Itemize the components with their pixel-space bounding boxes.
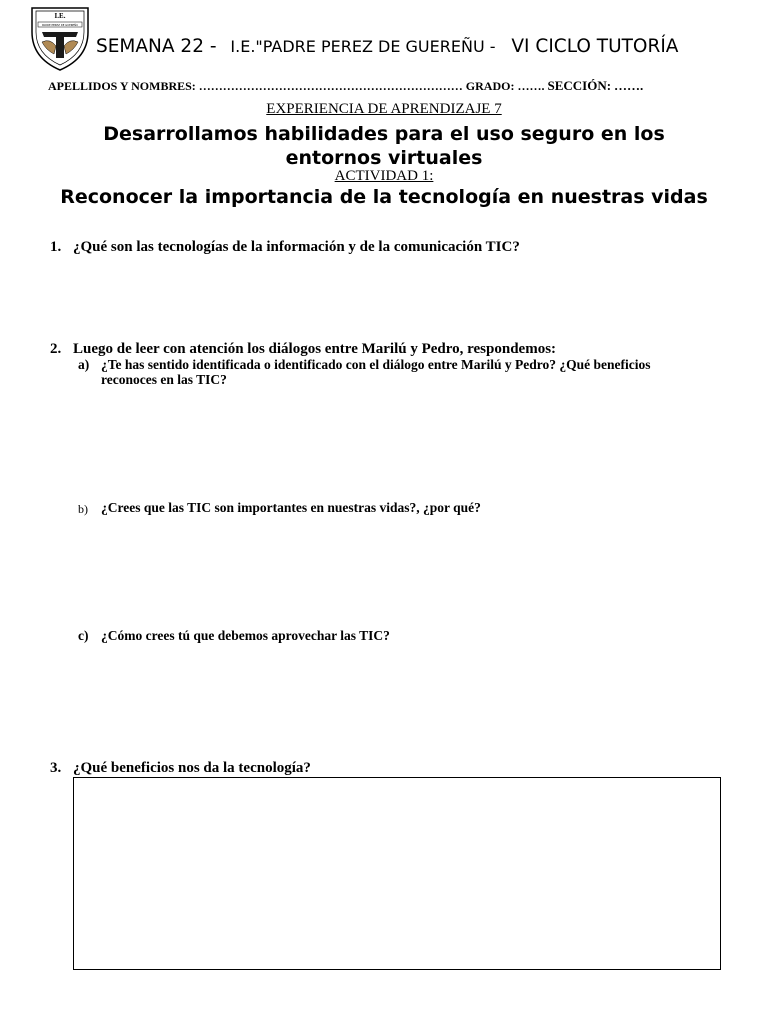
section-label: SECCIÓN: (547, 78, 612, 93)
header-line (96, 36, 678, 57)
question-text: ¿Qué son las tecnologías de la información y de la comunicación TIC? (73, 239, 520, 255)
week-label: SEMANA 22 - (96, 36, 217, 57)
activity-title: ACTIVIDAD 1: (334, 168, 434, 184)
main-title: Desarrollamos habilidades para el uso seguro en los entornos virtuales (103, 123, 665, 169)
cycle-label: VI CICLO TUTORÍA (511, 36, 679, 57)
section-fill-dots: ……. (614, 78, 644, 93)
question-number: 1. (50, 239, 62, 255)
student-info-line (48, 78, 643, 94)
names-label: APELLIDOS Y NOMBRES: (48, 79, 196, 93)
question-text: Luego de leer con atención los diálogos entre Marilú y Pedro, respondemos: (73, 341, 557, 357)
subquestion-text: ¿Crees que las TIC son importantes en nuestras vidas?, ¿por qué? (101, 500, 481, 515)
question-number: 3. (50, 760, 62, 776)
names-fill-dots: ………………………………………………………… (198, 79, 463, 93)
subquestion-label: c) (78, 628, 89, 643)
activity-subtitle: Reconocer la importancia de la tecnología en nuestras vidas (60, 186, 708, 208)
subquestion-label: a) (78, 357, 90, 372)
subquestion-text: ¿Cómo crees tú que debemos aprovechar las TIC? (101, 628, 390, 643)
answer-box[interactable] (73, 777, 721, 970)
svg-text:PADRE PEREZ DE GUEREÑU: PADRE PEREZ DE GUEREÑU (42, 24, 78, 27)
svg-text:I.E.: I.E. (54, 12, 66, 20)
question-number: 2. (50, 341, 62, 357)
subquestion-text: ¿Te has sentido identificada o identificado con el diálogo entre Marilú y Pedro? ¿Qué beneficios reconoces en las TIC? (101, 357, 651, 387)
school-name: I.E."PADRE PEREZ DE GUEREÑU - (230, 37, 496, 56)
experience-title: EXPERIENCIA DE APRENDIZAJE 7 (266, 101, 502, 117)
grade-label: GRADO: ……. (465, 79, 545, 93)
question-text: ¿Qué beneficios nos da la tecnología? (73, 760, 311, 776)
subquestion-label: b) (78, 502, 88, 516)
school-crest-logo (28, 2, 92, 72)
